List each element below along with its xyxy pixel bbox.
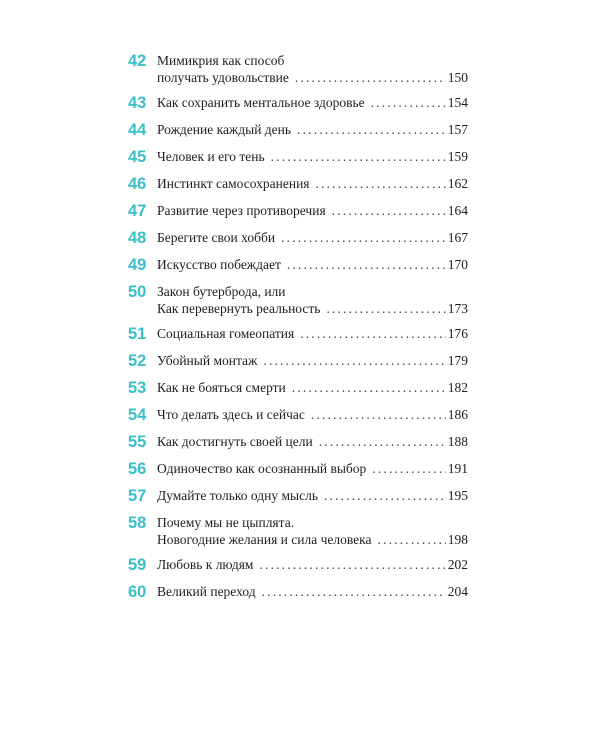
page-number: 198	[447, 531, 468, 547]
dot-leader	[292, 380, 446, 397]
chapter-number: 46	[128, 175, 147, 193]
chapter-title-line	[157, 380, 468, 397]
dot-leader	[287, 257, 446, 274]
toc-entry[interactable]	[128, 583, 468, 602]
chapter-title-line	[157, 122, 468, 139]
toc-entry[interactable]	[128, 460, 468, 479]
chapter-title: получать удовольствие	[157, 69, 289, 85]
chapter-number: 56	[128, 460, 147, 478]
chapter-title-block	[157, 583, 468, 601]
chapter-title: Берегите свои хобби	[157, 230, 276, 245]
chapter-title-line	[157, 257, 468, 274]
chapter-title-block	[157, 556, 468, 574]
toc-entry[interactable]	[128, 487, 468, 506]
chapter-title-first-line: Почему мы не цыплята.	[157, 515, 295, 530]
dot-leader	[262, 584, 446, 601]
dot-leader	[332, 203, 446, 220]
page-number: 170	[447, 257, 468, 272]
chapter-title-line	[157, 95, 468, 112]
chapter-number: 44	[128, 121, 147, 139]
chapter-title-line	[157, 532, 468, 549]
chapter-number: 47	[128, 202, 147, 220]
dot-leader	[297, 122, 446, 139]
chapter-number: 51	[128, 325, 147, 343]
toc-entry[interactable]	[128, 379, 468, 398]
chapter-title-block	[157, 175, 468, 193]
chapter-title-block	[157, 121, 468, 139]
table-of-contents	[128, 52, 468, 610]
page-number: 150	[447, 69, 468, 85]
dot-leader	[263, 353, 445, 370]
chapter-title-first-line: Мимикрия как способ	[157, 53, 285, 68]
chapter-title-first-line: Закон бутерброда, или	[157, 284, 286, 299]
chapter-title-block	[157, 325, 468, 343]
toc-entry[interactable]	[128, 94, 468, 113]
page-number: 167	[447, 230, 468, 245]
chapter-title-block	[157, 433, 468, 451]
chapter-title-block	[157, 283, 468, 317]
toc-entry[interactable]	[128, 433, 468, 452]
chapter-title: Рождение каждый день	[157, 122, 292, 137]
toc-entry[interactable]	[128, 556, 468, 575]
chapter-title: Человек и его тень	[157, 149, 265, 164]
chapter-title-line	[157, 353, 468, 370]
dot-leader	[281, 230, 446, 247]
chapter-title: Что делать здесь и сейчас	[157, 407, 305, 422]
page-number: 159	[447, 149, 468, 164]
dot-leader	[372, 461, 445, 478]
chapter-title-line	[157, 461, 468, 478]
chapter-title-line	[157, 434, 468, 451]
chapter-title-line	[157, 488, 468, 505]
toc-entry[interactable]	[128, 256, 468, 275]
page-number: 164	[447, 203, 468, 218]
page-number: 186	[447, 407, 468, 422]
page-number: 204	[447, 584, 468, 599]
chapter-number: 54	[128, 406, 147, 424]
toc-entry[interactable]	[128, 202, 468, 221]
page-number: 182	[447, 380, 468, 395]
toc-entry[interactable]	[128, 514, 468, 548]
chapter-title-line	[157, 176, 468, 193]
page-number: 202	[447, 557, 468, 572]
chapter-title: Одиночество как осознанный выбор	[157, 461, 367, 476]
chapter-title-block	[157, 148, 468, 166]
chapter-title-block	[157, 52, 468, 86]
chapter-number: 60	[128, 583, 147, 601]
chapter-number: 50	[128, 283, 147, 301]
chapter-title-block	[157, 514, 468, 548]
chapter-title: Как сохранить ментальное здоровье	[157, 95, 365, 110]
chapter-title: Инстинкт самосохранения	[157, 176, 310, 191]
chapter-title-line	[157, 70, 468, 87]
dot-leader	[316, 176, 446, 193]
chapter-title: Убойный монтаж	[157, 353, 258, 368]
dot-leader	[324, 488, 446, 505]
toc-entry[interactable]	[128, 325, 468, 344]
chapter-title-block	[157, 229, 468, 247]
dot-leader	[378, 532, 446, 549]
chapter-title-block	[157, 202, 468, 220]
toc-entry[interactable]	[128, 148, 468, 167]
chapter-number: 49	[128, 256, 147, 274]
dot-leader	[259, 557, 445, 574]
chapter-title-block	[157, 487, 468, 505]
chapter-title-line	[157, 557, 468, 574]
chapter-title-line	[157, 584, 468, 601]
chapter-title: Думайте только одну мысль	[157, 488, 318, 503]
chapter-number: 58	[128, 514, 147, 532]
dot-leader	[319, 434, 446, 451]
page-number: 176	[447, 326, 468, 341]
page-number: 188	[447, 434, 468, 449]
chapter-title: Развитие через противоречия	[157, 203, 326, 218]
page-number: 157	[447, 122, 468, 137]
chapter-title: Искусство побеждает	[157, 257, 281, 272]
chapter-title-line	[157, 326, 468, 343]
chapter-number: 59	[128, 556, 147, 574]
toc-entry[interactable]	[128, 352, 468, 371]
chapter-number: 45	[128, 148, 147, 166]
chapter-number: 53	[128, 379, 147, 397]
chapter-title: Социальная гомеопатия	[157, 326, 295, 341]
chapter-title: Великий переход	[157, 584, 256, 599]
chapter-title: Как не бояться смерти	[157, 380, 286, 395]
chapter-title-line	[157, 230, 468, 247]
chapter-title-line	[157, 301, 468, 318]
dot-leader	[371, 95, 446, 112]
toc-entry[interactable]	[128, 121, 468, 140]
dot-leader	[300, 326, 446, 343]
toc-entry[interactable]	[128, 52, 468, 86]
chapter-title: Как достигнуть своей цели	[157, 434, 313, 449]
chapter-number: 52	[128, 352, 147, 370]
chapter-number: 57	[128, 487, 147, 505]
chapter-title-block	[157, 352, 468, 370]
page-number: 195	[447, 488, 468, 503]
dot-leader	[271, 149, 446, 166]
chapter-title-block	[157, 94, 468, 112]
toc-entry[interactable]	[128, 175, 468, 194]
dot-leader	[295, 70, 446, 87]
chapter-title-block	[157, 379, 468, 397]
chapter-title-block	[157, 406, 468, 424]
toc-entry[interactable]	[128, 283, 468, 317]
dot-leader	[326, 301, 445, 318]
chapter-title: Любовь к людям	[157, 557, 254, 572]
toc-entry[interactable]	[128, 406, 468, 425]
chapter-title-line	[157, 407, 468, 424]
chapter-title-line	[157, 203, 468, 220]
dot-leader	[311, 407, 446, 424]
toc-entry[interactable]	[128, 229, 468, 248]
page-number: 179	[447, 353, 468, 368]
chapter-number: 43	[128, 94, 147, 112]
page-number: 191	[447, 461, 468, 476]
chapter-number: 48	[128, 229, 147, 247]
page-number: 154	[447, 95, 468, 110]
chapter-title-block	[157, 256, 468, 274]
chapter-title-line	[157, 149, 468, 166]
chapter-number: 55	[128, 433, 147, 451]
chapter-title: Новогодние желания и сила человека	[157, 531, 372, 547]
page-number: 173	[447, 300, 468, 316]
chapter-number: 42	[128, 52, 147, 70]
page-number: 162	[447, 176, 468, 191]
chapter-title: Как перевернуть реальность	[157, 300, 321, 316]
chapter-title-block	[157, 460, 468, 478]
